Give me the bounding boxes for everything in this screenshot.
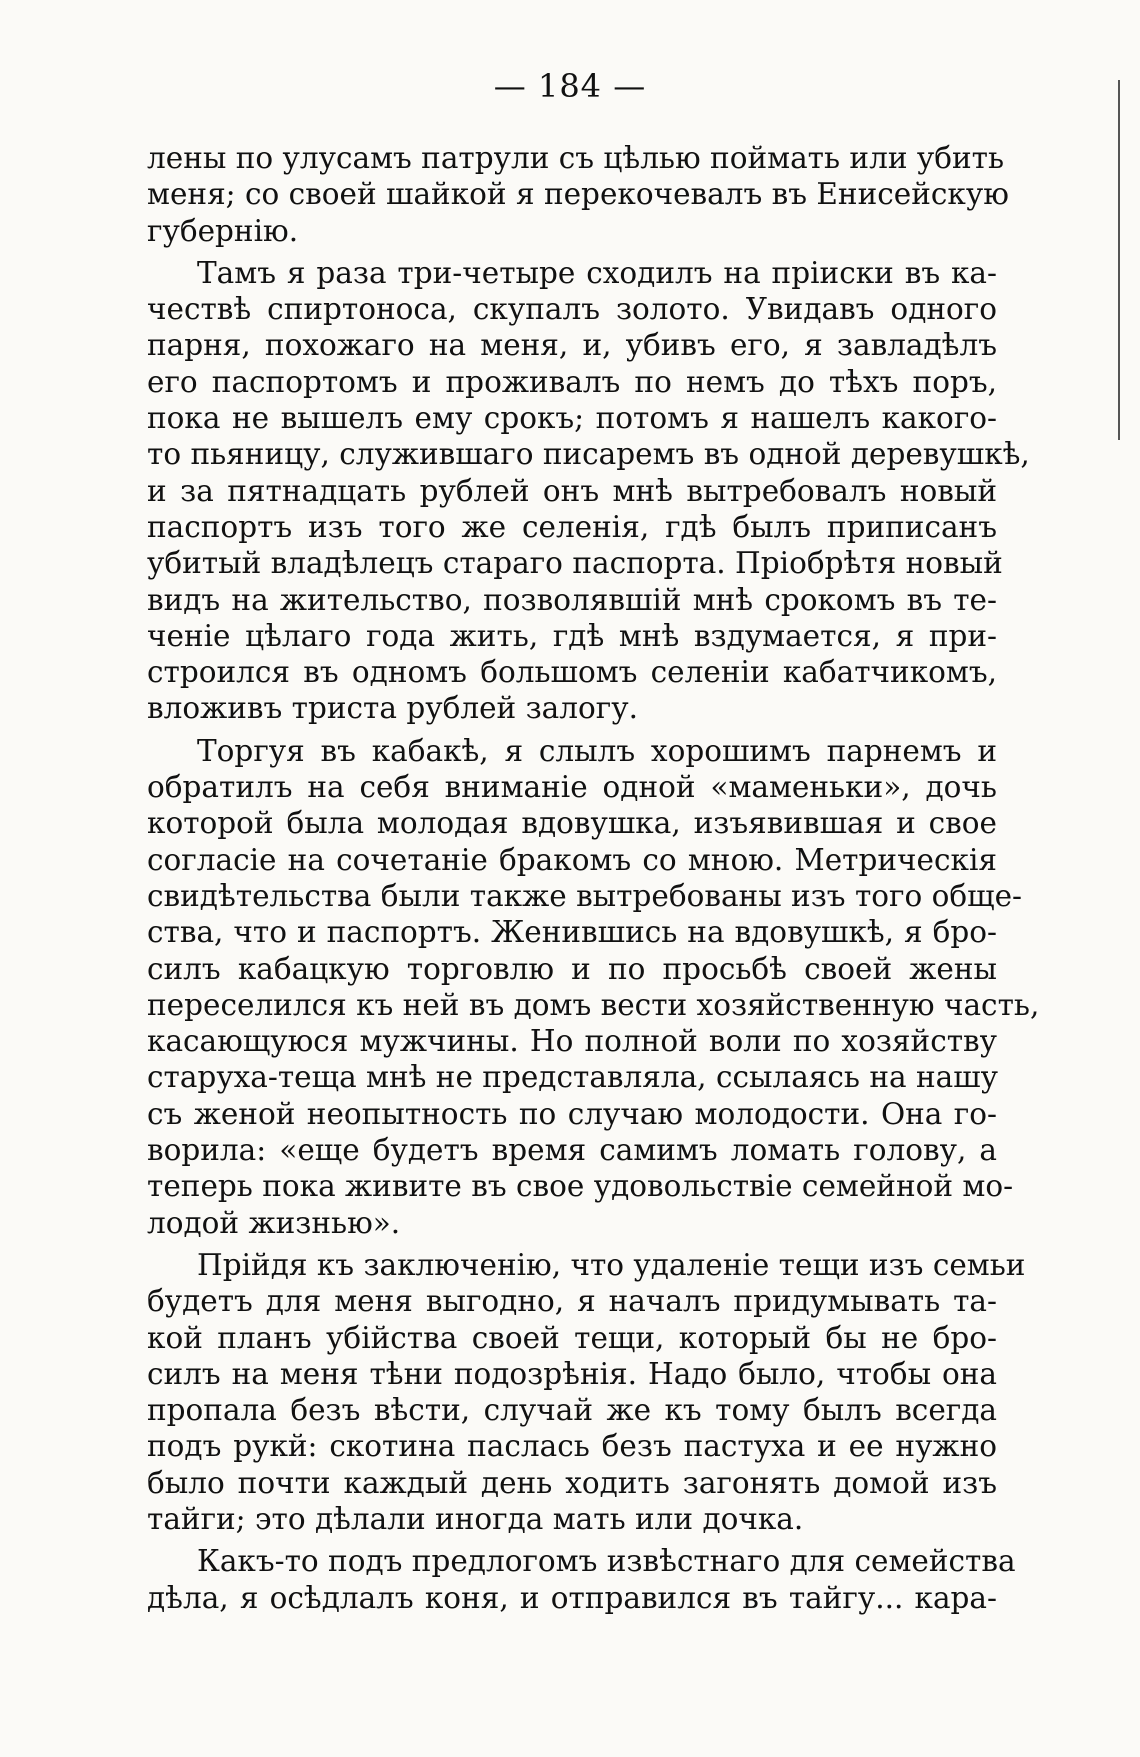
text-line: пропала безъ вѣсти, случай же къ тому былъ всегда bbox=[147, 1393, 997, 1428]
paragraph-3 bbox=[147, 733, 1040, 1241]
body-text bbox=[147, 140, 1040, 1616]
text-line: ченіе цѣлаго года жить, гдѣ мнѣ вздумается, я при- bbox=[147, 618, 997, 653]
paragraph-5 bbox=[147, 1543, 1016, 1616]
text-line: убитый владѣлецъ стараго паспорта. Пріобрѣтя новый bbox=[147, 546, 1003, 581]
paragraph-1 bbox=[147, 140, 1009, 249]
text-line: съ женой неопытность по случаю молодости. Она го- bbox=[147, 1096, 997, 1131]
paragraph-2 bbox=[147, 255, 1030, 727]
text-line: будетъ для меня выгодно, я началъ придумывать та- bbox=[147, 1284, 997, 1319]
text-line: паспортъ изъ того же селенія, гдѣ былъ приписанъ bbox=[147, 509, 997, 544]
text-line: теперь пока живите въ свое удовольствіе семейной мо- bbox=[147, 1169, 1014, 1204]
text-line: пока не вышелъ ему срокъ; потомъ я нашелъ какого- bbox=[147, 401, 997, 436]
text-line: и за пятнадцать рублей онъ мнѣ вытребовалъ новый bbox=[147, 473, 997, 508]
page-edge-shadow bbox=[1118, 80, 1120, 440]
text-line: согласіе на сочетаніе бракомъ со мною. Метрическія bbox=[147, 842, 997, 877]
text-line: которой была молодая вдовушка, изъявившая и свое bbox=[147, 806, 997, 841]
text-line: видъ на жительство, позволявшій мнѣ срокомъ въ те- bbox=[147, 582, 997, 617]
text-line: силъ кабацкую торговлю и по просьбѣ своей жены bbox=[147, 951, 997, 986]
text-line: старуха-теща мнѣ не представляла, ссылаясь на нашу bbox=[147, 1060, 999, 1095]
text-line: обратилъ на себя вниманіе одной «маменьки», дочь bbox=[147, 770, 997, 805]
text-line: лены по улусамъ патрули съ цѣлью поймать или убить bbox=[147, 141, 1005, 175]
text-line: тайги; это дѣлали иногда мать или дочка. bbox=[147, 1501, 804, 1536]
text-line: строился въ одномъ большомъ селеніи кабатчикомъ, bbox=[147, 655, 997, 690]
text-line: свидѣтельства были также вытребованы изъ того обще- bbox=[147, 878, 1023, 913]
text-line: Прійдя къ заключенію, что удаленіе тещи изъ семьи bbox=[197, 1247, 1026, 1282]
text-line: было почти каждый день ходить загонять домой изъ bbox=[147, 1465, 997, 1500]
text-line: дѣла, я осѣдлалъ коня, и отправился въ тайгу... кара- bbox=[147, 1580, 997, 1615]
text-line: меня; со своей шайкой я перекочевалъ въ Енисейскую bbox=[147, 177, 1009, 212]
text-line: Торгуя въ кабакѣ, я слылъ хорошимъ парнемъ и bbox=[197, 733, 997, 768]
text-line: чествѣ спиртоноса, скупалъ золото. Увидавъ одного bbox=[147, 292, 997, 327]
page-number: — 184 — bbox=[493, 67, 647, 105]
text-line: его паспортомъ и проживалъ по немъ до тѣхъ поръ, bbox=[147, 364, 997, 399]
text-line: парня, похожаго на меня, и, убивъ его, я завладѣлъ bbox=[147, 328, 997, 363]
text-line: касающуюся мужчины. Но полной воли по хозяйству bbox=[147, 1024, 997, 1059]
text-line: Тамъ я раза три-четыре сходилъ на пріиски въ ка- bbox=[197, 255, 997, 290]
text-line: ства, что и паспортъ. Женившись на вдовушкѣ, я бро- bbox=[147, 915, 997, 950]
text-line: переселился къ ней въ домъ вести хозяйственную часть, bbox=[147, 987, 1040, 1022]
text-line: то пьяницу, служившаго писаремъ въ одной деревушкѣ, bbox=[147, 437, 1030, 472]
text-line: подъ рукй: скотина паслась безъ пастуха и ее нужно bbox=[147, 1429, 997, 1464]
text-line: силъ на меня тѣни подозрѣнія. Надо было, чтобы она bbox=[147, 1356, 997, 1391]
text-line: кой планъ убійства своей тещи, который бы не бро- bbox=[147, 1320, 997, 1355]
text-line: ворила: «еще будетъ время самимъ ломать голову, а bbox=[147, 1133, 997, 1168]
paragraph-4 bbox=[147, 1247, 1026, 1537]
text-line: Какъ-то подъ предлогомъ извѣстнаго для семейства bbox=[197, 1544, 1016, 1579]
text-line: вложивъ триста рублей залогу. bbox=[147, 691, 638, 726]
text-line: лодой жизнью». bbox=[147, 1205, 401, 1240]
text-line: губернію. bbox=[147, 213, 299, 248]
